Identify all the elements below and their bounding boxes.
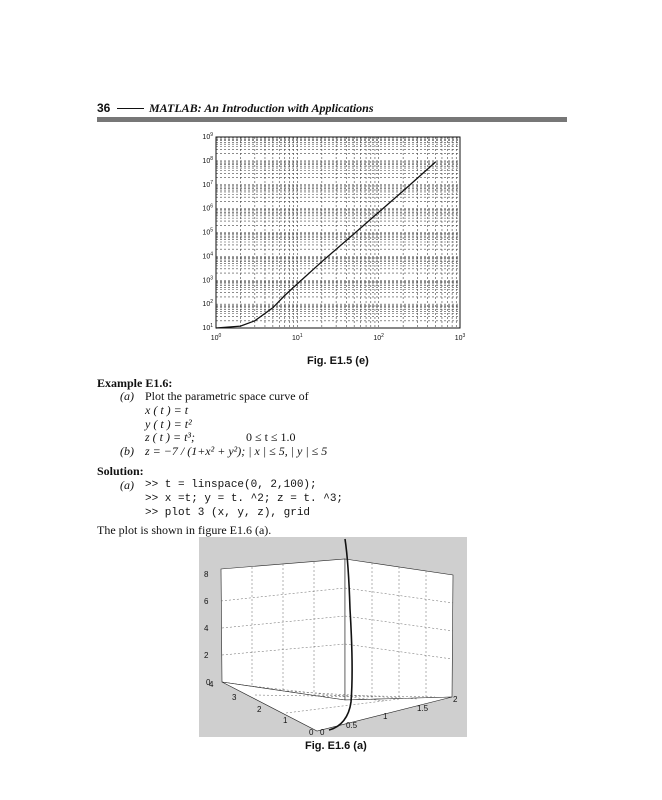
z-tick-0: 0 [206,678,211,687]
y-tick-label: $10^7$ [202,179,213,189]
code-line-2: >> x =t; y = t. ^2; z = t. ^3; [145,493,344,505]
example-part-a-text: Plot the parametric space curve of [145,389,309,403]
x-tick-label: $10^1$ [292,333,303,342]
page-number: 36 [97,101,111,115]
y-tick-1: 1 [283,716,288,725]
plot-note: The plot is shown in figure E1.6 (a). [97,523,272,537]
z-tick-4: 4 [204,624,209,633]
equation-x: x ( t ) = t [145,403,189,417]
code-line-3: >> plot 3 (x, y, z), grid [145,507,311,519]
y-axis-ticks [202,132,213,332]
example-title: Example E1.6: [97,376,173,390]
equation-z: z ( t ) = t³; [145,430,196,444]
x-tick-2: 2 [453,695,458,704]
example-part-a-label: (a) [120,389,134,403]
x-tick-0: 0 [320,728,325,737]
header-rule [97,117,567,122]
example-part-b-text: z = −7 / (1+x² + y²); | x | ≤ 5, | y | ≤ 5 [145,444,328,458]
y-tick-label: $10^8$ [202,155,213,165]
y-tick-label: $10^9$ [202,132,213,141]
equation-range: 0 ≤ t ≤ 1.0 [246,430,296,444]
book-title: MATLAB: An Introduction with Applications [149,101,374,115]
x-tick-label: $10^0$ [210,333,222,342]
y-tick-label: $10^6$ [202,203,213,213]
solution-title: Solution: [97,464,144,478]
equation-y: y ( t ) = t² [145,417,192,431]
solution-part-a-label: (a) [120,478,134,492]
x-tick-1: 1 [383,712,388,721]
y-tick-label: $10^2$ [202,299,213,309]
figure-e1-5e [180,130,480,355]
y-tick-4: 4 [209,680,214,689]
x-tick-1-5: 1.5 [417,704,429,713]
figure-caption-e1-5e: Fig. E1.5 (e) [307,355,369,367]
figure-e1-6a [199,537,467,737]
y-tick-label: $10^5$ [202,227,213,237]
x-axis-ticks [211,333,466,342]
x-tick-label: $10^2$ [373,333,384,342]
grid-lines [216,137,460,328]
z-tick-2: 2 [204,651,209,660]
figure-caption-e1-6a: Fig. E1.6 (a) [305,740,367,752]
header-dash [117,108,144,109]
y-tick-label: $10^1$ [202,323,213,332]
y-tick-0: 0 [309,728,314,737]
y-tick-label: $10^3$ [202,275,213,285]
z-tick-6: 6 [204,597,209,606]
y-tick-3: 3 [232,693,237,702]
example-part-b-label: (b) [120,444,134,458]
z-tick-8: 8 [204,570,209,579]
x-tick-label: $10^3$ [454,333,466,342]
code-line-1: >> t = linspace(0, 2,100); [145,479,317,491]
y-tick-2: 2 [257,705,262,714]
x-tick-0-5: 0.5 [346,721,358,730]
y-tick-label: $10^4$ [202,251,213,261]
